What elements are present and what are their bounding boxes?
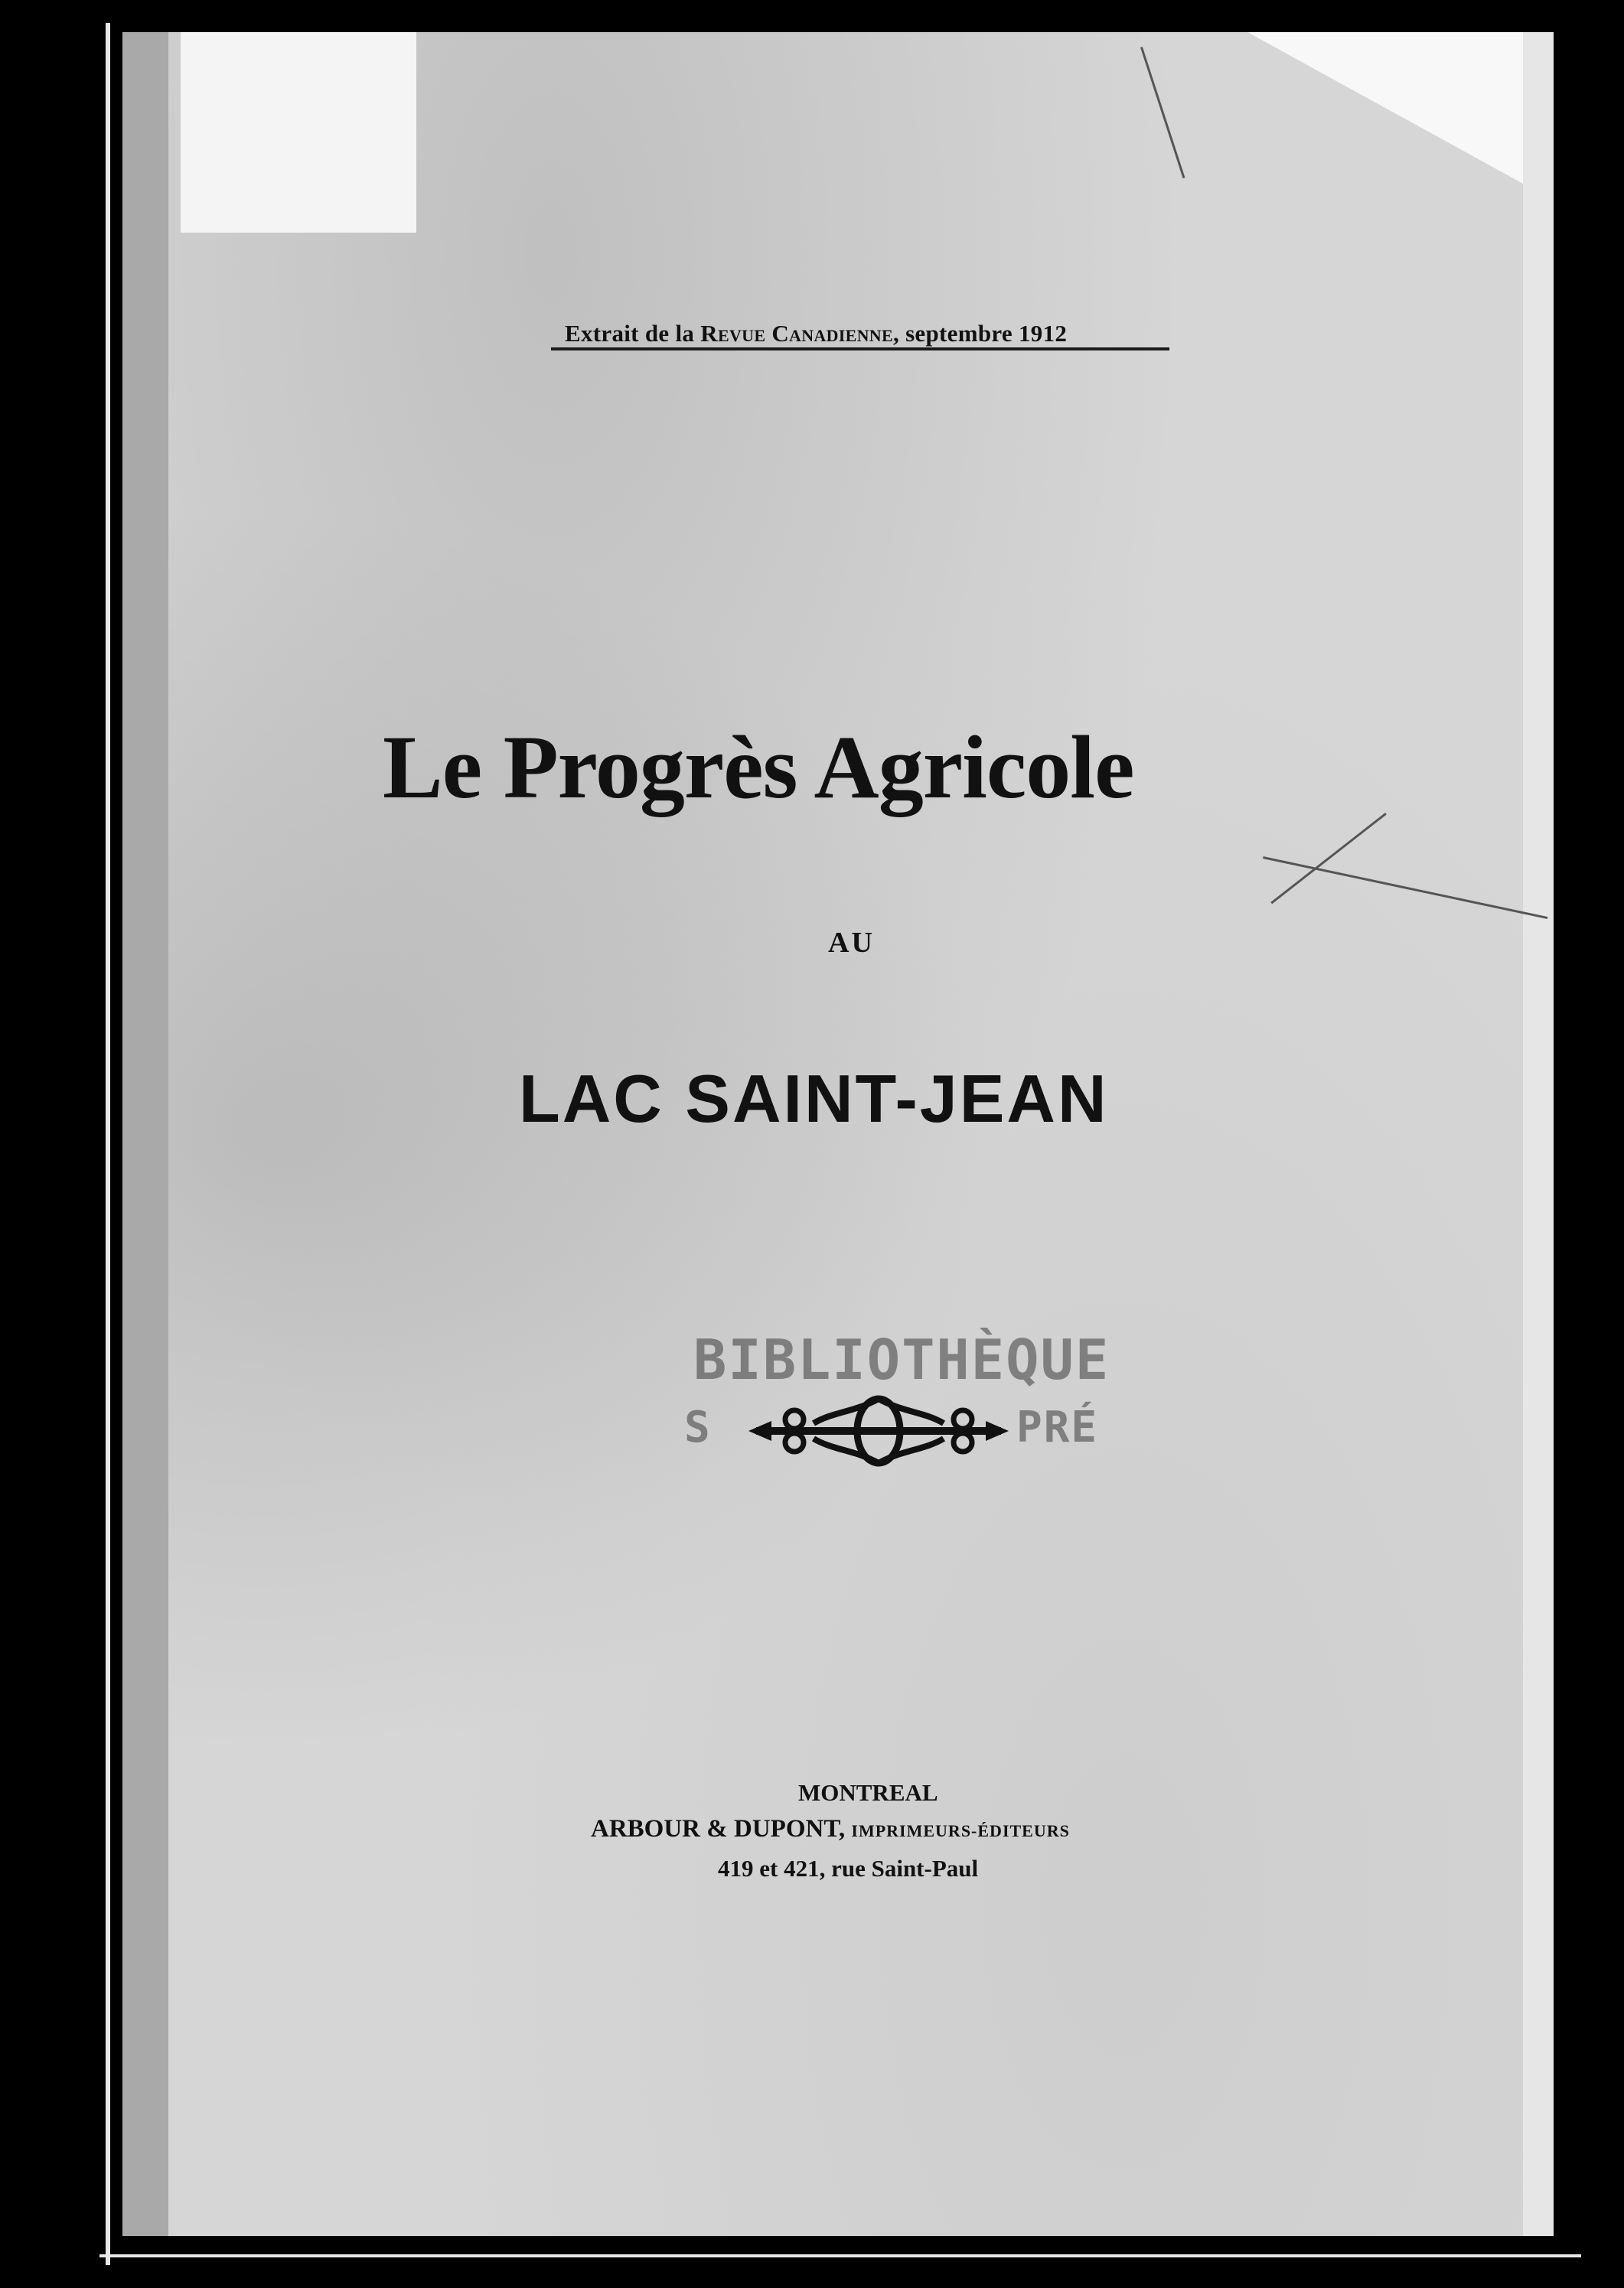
stamp-text-line1: BIBLIOTHÈQUE bbox=[693, 1328, 1110, 1392]
top-right-paper-corner bbox=[1247, 32, 1554, 200]
extract-underline bbox=[551, 347, 1169, 350]
paper-crack bbox=[1140, 47, 1185, 178]
document-place: LAC SAINT-JEAN bbox=[519, 1061, 1109, 1136]
extract-line bbox=[565, 320, 1067, 347]
imprint-printer bbox=[591, 1815, 1070, 1843]
stamp-text-line2-left: S bbox=[684, 1403, 712, 1452]
paper-crack bbox=[1270, 813, 1387, 904]
right-paper-strip bbox=[1523, 32, 1554, 2236]
extract-prefix: Extrait de la bbox=[565, 320, 695, 347]
film-edge-line bbox=[99, 2254, 1581, 2257]
imprint-printer-role: IMPRIMEURS-ÉDITEURS bbox=[851, 1821, 1070, 1840]
paper-crack bbox=[1263, 856, 1547, 919]
document-title: Le Progrès Agricole bbox=[383, 717, 1134, 817]
torn-left-edge bbox=[122, 32, 168, 2236]
film-edge-line bbox=[106, 23, 110, 2265]
title-connector: AU bbox=[828, 927, 875, 959]
stamp-text-line2-right: PRÉ bbox=[1016, 1403, 1099, 1452]
library-perforation-stamp bbox=[680, 1320, 1154, 1481]
extract-journal: Revue Canadienne bbox=[700, 320, 893, 347]
fleuron-ornament-icon bbox=[741, 1389, 1016, 1473]
extract-date: , septembre 1912 bbox=[892, 320, 1068, 347]
library-label-patch bbox=[181, 32, 416, 233]
imprint-printer-name: ARBOUR & DUPONT, bbox=[591, 1815, 846, 1843]
imprint-address: 419 et 421, rue Saint-Paul bbox=[718, 1855, 979, 1882]
imprint-city: MONTREAL bbox=[798, 1779, 938, 1806]
